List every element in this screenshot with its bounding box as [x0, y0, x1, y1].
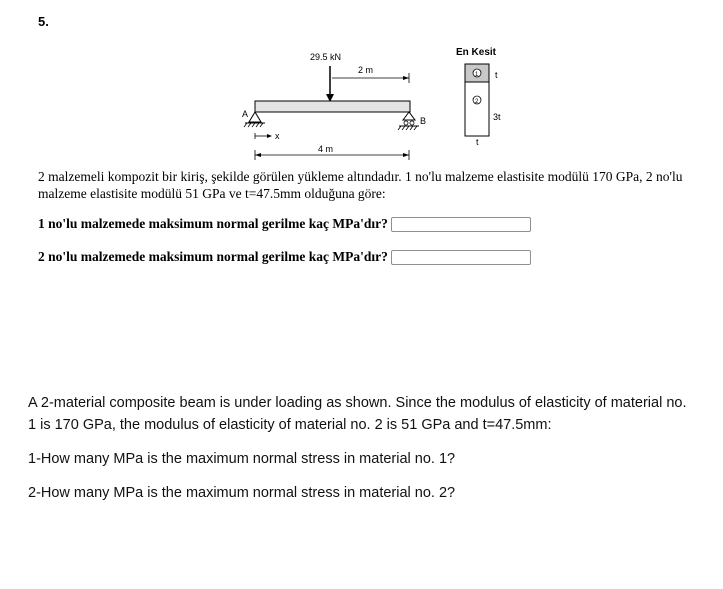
answer-2-input[interactable]	[391, 250, 531, 265]
section-title: En Kesit	[456, 47, 497, 58]
question-2-row	[38, 247, 531, 267]
question-2-english: 2-How many MPa is the maximum normal stress in material no. 2?	[28, 485, 456, 501]
support-b-label: B	[420, 116, 427, 126]
problem-text-turkish: 2 malzemeli kompozit bir kiriş, şekilde görülen yükleme altındadır. 1 no'lu malzeme elastisite modülü 170 GPa, 2 no'lu malzeme elastisite modülü 51 GPa ve t=47.5mm olduğuna göre:	[38, 169, 683, 201]
question-number: 5.	[38, 14, 49, 29]
support-a	[249, 112, 261, 122]
question-1-label: 1 no'lu malzemede maksimum normal gerilme kaç MPa'dır?	[38, 216, 388, 231]
support-a-label: A	[242, 109, 249, 119]
question-1-english: 1-How many MPa is the maximum normal stress in material no. 1?	[28, 451, 456, 467]
question-1-row	[38, 214, 531, 234]
axis-label: x	[275, 131, 280, 141]
span-load-label: 2 m	[358, 65, 374, 75]
beam	[255, 101, 410, 112]
material-1-label: 1	[475, 72, 479, 78]
problem-text-english: A 2-material composite beam is under loading as shown. Since the modulus of elasticity of material no. 1 is 170 GPa, the modulus of elasticity of material no. 2 is 51 GPa and t=47.5mm:	[28, 395, 687, 433]
beam-figure	[225, 42, 525, 172]
load-label: 29.5 kN	[310, 52, 342, 62]
answer-1-input[interactable]	[391, 217, 531, 232]
total-span-label: 4 m	[318, 144, 334, 154]
support-b	[403, 112, 415, 120]
width-label: t	[476, 137, 479, 147]
material-2-label: 2	[475, 99, 479, 105]
top-thickness-label: t	[495, 70, 498, 80]
bottom-height-label: 3t	[493, 112, 501, 122]
question-2-label: 2 no'lu malzemede maksimum normal gerilme kaç MPa'dır?	[38, 249, 388, 264]
